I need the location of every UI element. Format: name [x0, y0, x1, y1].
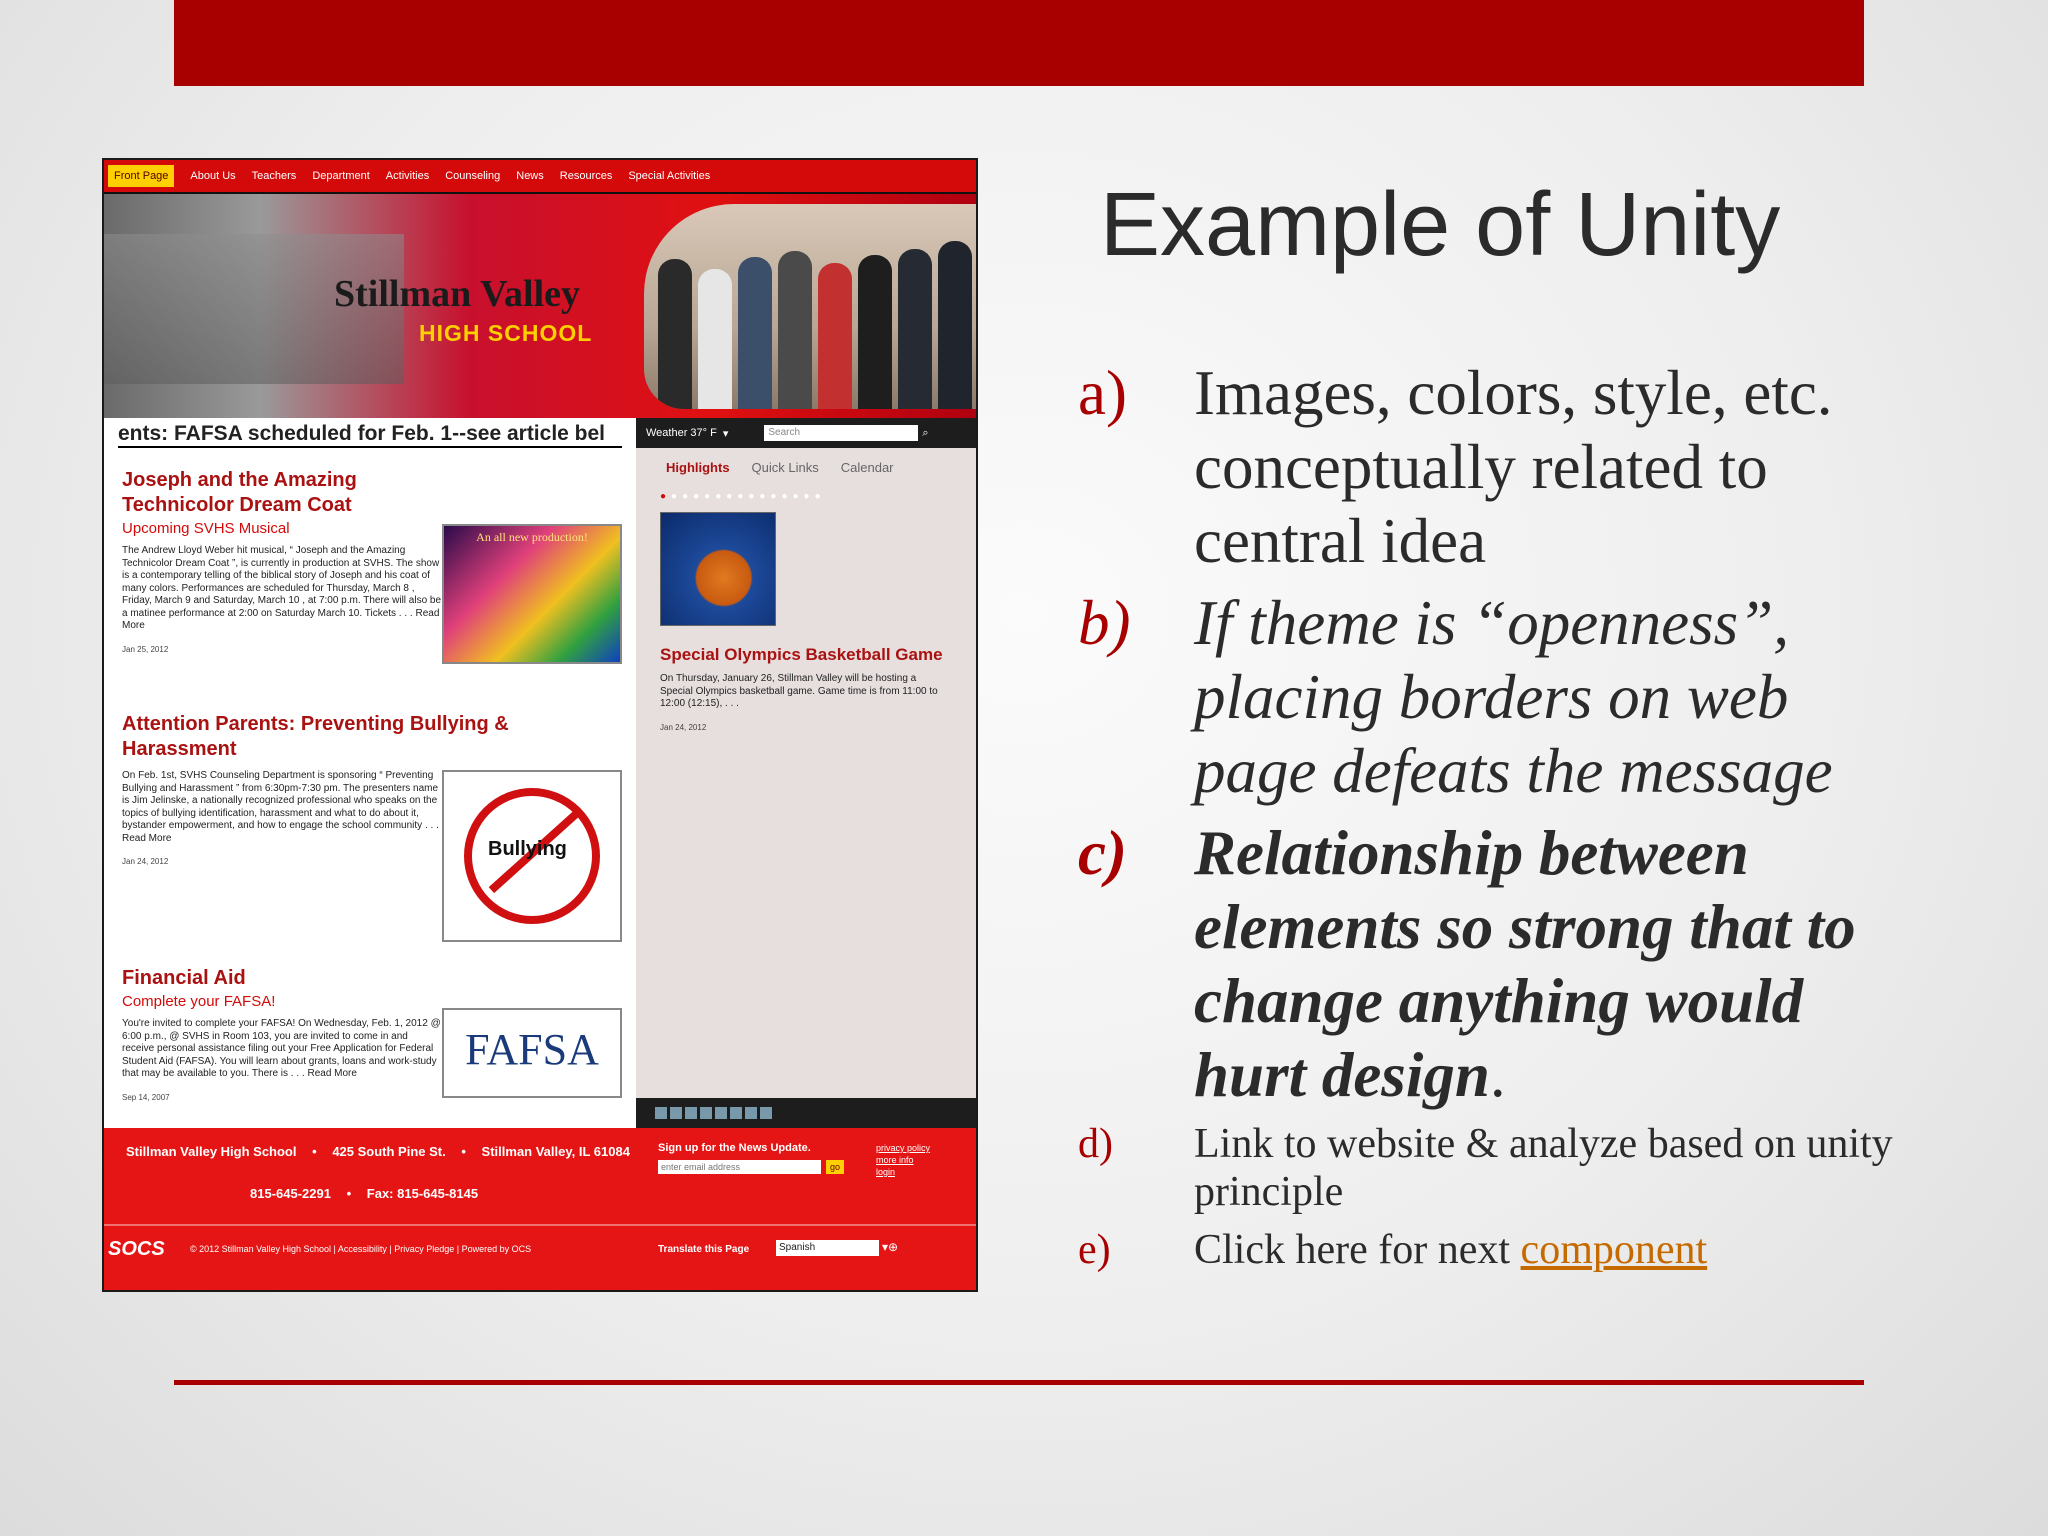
point-text: Images, colors, style, etc. conceptually related to central idea — [1194, 358, 1833, 576]
article-title: Financial Aid — [122, 967, 246, 989]
joseph-poster-image — [442, 524, 622, 664]
nav-activities: Activities — [385, 170, 430, 182]
tab-calendar[interactable]: Calendar — [840, 460, 894, 475]
point-marker: d) — [1078, 1121, 1113, 1167]
privacy-policy-link[interactable]: privacy policy — [876, 1143, 931, 1153]
site-nav — [104, 160, 976, 194]
article-date: Sep 14, 2007 — [122, 1092, 170, 1102]
article-subtitle: Upcoming SVHS Musical — [122, 520, 290, 537]
point-c — [1078, 816, 1918, 1112]
site-side-column — [636, 418, 976, 1130]
article-subtitle: Complete your FAFSA! — [122, 993, 276, 1010]
top-accent-bar — [174, 0, 1864, 86]
right-article-date: Jan 24, 2012 — [660, 722, 707, 732]
site-banner — [104, 194, 976, 418]
nav-news: News — [516, 170, 544, 182]
point-d — [1078, 1120, 1918, 1216]
carousel-dots[interactable]: ●●●●●●●●●●●●●●● — [660, 491, 826, 502]
nav-counseling: Counseling — [445, 170, 501, 182]
point-suffix: . — [1489, 1040, 1506, 1110]
article-title: Joseph and the Amazing Technicolor Dream Coat — [122, 469, 357, 516]
news-signup-label: Sign up for the News Update. — [658, 1142, 811, 1154]
article-body: You're invited to complete your FAFSA! On Wednesday, Feb. 1, 2012 @ 6:00 p.m., @ SVHS in Room 103, you are invited to come in and receive personal assistance filing out your Free Application for Federal Student Aid (FAFSA). You will learn about grants, loans and work-study that may be available to you. There is . . . Read More — [122, 1018, 441, 1079]
poster-caption: An all new production! — [476, 530, 588, 544]
footer-phone-line: 815-645-2291 • Fax: 815-645-8145 — [250, 1186, 479, 1201]
website-screenshot[interactable] — [102, 158, 978, 1292]
school-logo-name: Stillman Valley — [334, 273, 580, 315]
point-text-wrap — [1194, 1226, 1918, 1274]
bullying-label: Bullying — [488, 838, 567, 860]
nav-teachers: Teachers — [251, 170, 297, 182]
article-date: Jan 24, 2012 — [122, 857, 169, 866]
footer-address-line: Stillman Valley High School • 425 South Pine St. • Stillman Valley, IL 61084 — [126, 1144, 630, 1159]
nav-about-us: About Us — [190, 170, 236, 182]
weather-search-bar — [636, 418, 976, 448]
bullet-list — [1078, 356, 1918, 1284]
school-logo-sub: HIGH SCHOOL — [419, 320, 593, 346]
article-body: On Feb. 1st, SVHS Counseling Department is sponsoring “ Preventing Bullying and Harassment ” from 6:30pm-7:30 pm. The presenters name is Jim Jelinske, a nationally recognized professional who speaks on the topics of bullying identification, harassment and what to do about it, bystander empowerment, and how to engage the school community . . . Read More — [122, 770, 439, 844]
article-body: The Andrew Lloyd Weber hit musical, “ Joseph and the Amazing Technicolor Dream Coat ”, is currently in production at SVHS. The show is a contemporary telling of the biblical story of Joseph and his coat of many colors. Performances are scheduled for Thursday, March 8 , Friday, March 9 and Saturday, March 10 , at 7:00 p.m. There will also be a matinee performance at 2:00 on Saturday March 10. Tickets . . . Read More — [122, 545, 442, 631]
person-figure — [738, 257, 772, 409]
twitter-icon[interactable] — [685, 1107, 697, 1119]
footer-links — [876, 1142, 930, 1178]
weather-readout: Weather 37° F — [646, 427, 717, 439]
article-financial-aid — [122, 966, 442, 1102]
point-text: Relationship between elements so strong that to change anything would hurt design — [1194, 818, 1856, 1110]
point-marker: b) — [1078, 588, 1131, 658]
point-marker: a) — [1078, 358, 1127, 428]
flickr-icon[interactable] — [715, 1107, 727, 1119]
point-marker: c) — [1078, 818, 1127, 888]
point-a — [1078, 356, 1918, 578]
social-icon-row — [636, 1098, 976, 1128]
youtube-icon[interactable] — [700, 1107, 712, 1119]
bullying-image — [442, 770, 622, 942]
footer-phone: 815-645-2291 — [250, 1186, 331, 1201]
article-date: Jan 25, 2012 — [122, 644, 169, 654]
translate-label: Translate this Page — [658, 1244, 750, 1255]
point-text: Link to website & analyze based on unity principle — [1194, 1121, 1893, 1215]
footer-school: Stillman Valley High School — [126, 1144, 297, 1159]
rss-icon[interactable] — [655, 1107, 667, 1119]
component-link[interactable]: component — [1520, 1227, 1708, 1273]
article-title: Attention Parents: Preventing Bullying & Harassment — [122, 713, 509, 760]
person-figure — [898, 249, 932, 409]
point-marker: e) — [1078, 1227, 1111, 1273]
person-figure — [938, 241, 972, 409]
news-ticker: ents: FAFSA scheduled for Feb. 1--see article bel — [118, 422, 622, 448]
right-article-title: Special Olympics Basketball Game — [660, 645, 943, 664]
slide-title: Example of Unity — [1100, 175, 1781, 275]
print-icon[interactable] — [760, 1107, 772, 1119]
footer-bottom-links[interactable]: © 2012 Stillman Valley High School | Accessibility | Privacy Pledge | Powered by OCS — [190, 1244, 532, 1254]
person-figure — [698, 269, 732, 409]
point-b — [1078, 586, 1918, 808]
point-e — [1078, 1226, 1918, 1274]
nav-resources: Resources — [559, 170, 613, 182]
point-text: Click here for next — [1194, 1227, 1521, 1273]
news-email-input[interactable]: enter email address — [658, 1160, 821, 1174]
language-go-icon[interactable]: ▾⊕ — [882, 1240, 899, 1254]
nav-department: Department — [312, 170, 370, 182]
fafsa-logo-image — [442, 1008, 622, 1098]
socs-brand-logo: SOCS — [108, 1238, 165, 1260]
footer-city: Stillman Valley, IL 61084 — [481, 1144, 630, 1159]
nav-special-activities: Special Activities — [628, 170, 711, 182]
basketball-image — [660, 512, 776, 626]
point-text-wrap — [1194, 816, 1918, 1112]
login-link[interactable]: login — [876, 1167, 896, 1177]
tab-highlights[interactable]: Highlights — [666, 460, 730, 475]
share-icon[interactable] — [730, 1107, 742, 1119]
search-icon[interactable]: ⌕ — [922, 426, 929, 439]
more-info-link[interactable]: more info — [876, 1155, 914, 1165]
fafsa-logo-text: FAFSA — [465, 1025, 599, 1074]
language-select[interactable]: Spanish — [776, 1240, 879, 1256]
bottom-accent-rule — [174, 1380, 1864, 1385]
facebook-icon[interactable] — [670, 1107, 682, 1119]
highlight-tabs — [666, 460, 976, 475]
news-go-button[interactable]: go — [826, 1160, 844, 1174]
person-figure — [778, 251, 812, 409]
site-main-column — [104, 418, 636, 1158]
person-figure — [818, 263, 852, 409]
footer-address: 425 South Pine St. — [332, 1144, 446, 1159]
point-text: If theme is “openness”, placing borders on web page defeats the message — [1194, 588, 1833, 806]
person-figure — [658, 259, 692, 409]
weather-dropdown-icon[interactable]: ▾ — [722, 427, 729, 440]
footer-fax: Fax: 815-645-8145 — [366, 1186, 479, 1201]
site-search-input[interactable]: Search — [764, 425, 918, 441]
mail-icon[interactable] — [745, 1107, 757, 1119]
site-footer — [104, 1128, 976, 1290]
right-article-body: On Thursday, January 26, Stillman Valley will be hosting a Special Olympics basketball game. Game time is from 11:00 to 12:00 (12:15), . . . — [660, 673, 938, 709]
person-figure — [858, 255, 892, 409]
nav-front-page: Front Page — [108, 165, 174, 187]
article-joseph — [122, 468, 442, 654]
group-photo — [644, 204, 976, 409]
tab-quick-links[interactable]: Quick Links — [751, 460, 819, 475]
right-article — [660, 644, 950, 732]
